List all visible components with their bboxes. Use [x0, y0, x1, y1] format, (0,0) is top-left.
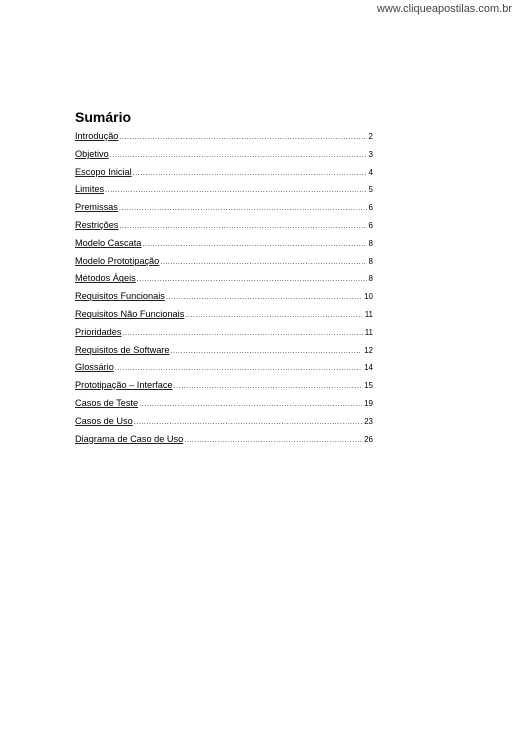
- toc-entry-label[interactable]: Limites: [75, 184, 105, 195]
- toc-entry-requisitos-de-software[interactable]: [75, 342, 373, 360]
- dot-leader: [110, 147, 367, 165]
- toc-entry-label[interactable]: Premissas: [75, 202, 118, 213]
- dot-leader: [122, 325, 362, 343]
- toc-entry-label[interactable]: Requisitos Funcionais: [75, 291, 165, 302]
- toc-entry-page: 8: [368, 274, 373, 284]
- toc-entry-label[interactable]: Modelo Cascata: [75, 237, 142, 248]
- dot-leader: [170, 343, 362, 361]
- toc-entry-label[interactable]: Modelo Prototipação: [75, 255, 160, 266]
- toc-entry-page: 14: [364, 363, 373, 373]
- toc-entry-page: 6: [368, 203, 373, 213]
- toc-entry-label[interactable]: Escopo Inicial: [75, 166, 132, 177]
- toc-entry-page: 26: [364, 434, 373, 444]
- toc-entry-requisitos-funcionais[interactable]: [75, 288, 373, 306]
- toc-entry-page: 12: [364, 345, 373, 355]
- toc-entry-page: 3: [368, 149, 373, 159]
- dot-leader: [139, 396, 362, 414]
- toc-entry-modelo-prototipacao[interactable]: [75, 253, 373, 271]
- toc-entry-requisitos-nao-funcionais[interactable]: [75, 306, 373, 324]
- toc-entry-label[interactable]: Glossário: [75, 362, 114, 373]
- toc-entry-casos-de-uso[interactable]: [75, 413, 373, 431]
- toc-entry-page: 6: [368, 220, 373, 230]
- dot-leader: [184, 432, 362, 450]
- toc-entry-escopo-inicial[interactable]: [75, 164, 373, 182]
- toc-entry-page: 5: [368, 185, 373, 195]
- dot-leader: [134, 414, 362, 432]
- toc-entry-label[interactable]: Prioridades: [75, 326, 122, 337]
- toc-entry-limites[interactable]: [75, 181, 373, 199]
- toc-entry-label[interactable]: Restrições: [75, 219, 119, 230]
- toc-entry-metodos-ageis[interactable]: [75, 270, 373, 288]
- toc-list: [75, 128, 373, 448]
- dot-leader: [119, 218, 366, 236]
- toc-entry-modelo-cascata[interactable]: [75, 235, 373, 253]
- toc-entry-label[interactable]: Prototipação – Interface: [75, 380, 173, 391]
- toc-entry-label[interactable]: Casos de Teste: [75, 397, 139, 408]
- dot-leader: [166, 289, 362, 307]
- toc-entry-label[interactable]: Objetivo: [75, 148, 109, 159]
- dot-leader: [174, 378, 363, 396]
- toc-entry-prioridades[interactable]: [75, 324, 373, 342]
- toc-entry-label[interactable]: Introdução: [75, 131, 119, 141]
- table-of-contents: [75, 108, 373, 448]
- toc-entry-premissas[interactable]: [75, 199, 373, 217]
- dot-leader: [185, 307, 362, 325]
- toc-entry-prototipacao-interface[interactable]: [75, 377, 373, 395]
- toc-entry-glossario[interactable]: [75, 359, 373, 377]
- toc-entry-page: 4: [368, 167, 373, 177]
- dot-leader: [142, 236, 366, 254]
- dot-leader: [119, 129, 366, 147]
- toc-entry-restricoes[interactable]: [75, 217, 373, 235]
- toc-entry-casos-de-teste[interactable]: [75, 395, 373, 413]
- dot-leader: [133, 165, 367, 183]
- dot-leader: [119, 200, 367, 218]
- toc-entry-label[interactable]: Métodos Ágeis: [75, 273, 136, 284]
- toc-entry-label[interactable]: Diagrama de Caso de Uso: [75, 433, 184, 444]
- site-watermark[interactable]: www.cliqueapostilas.com.br: [376, 3, 512, 15]
- toc-title: Sumário: [75, 109, 132, 125]
- dot-leader: [160, 254, 366, 272]
- toc-entry-label[interactable]: Casos de Uso: [75, 415, 133, 426]
- toc-entry-objetivo[interactable]: [75, 146, 373, 164]
- dot-leader: [115, 360, 362, 378]
- toc-entry-page: 2: [368, 132, 373, 141]
- dot-leader: [105, 182, 366, 200]
- toc-entry-page: 11: [364, 327, 373, 337]
- toc-entry-label[interactable]: Requisitos Não Funcionais: [75, 308, 185, 319]
- toc-entry-page: 11: [364, 309, 373, 319]
- toc-entry-page: 23: [364, 416, 373, 426]
- toc-entry-diagrama-de-caso-de-uso[interactable]: [75, 431, 373, 449]
- toc-entry-introducao[interactable]: [75, 128, 373, 146]
- toc-entry-page: 19: [364, 398, 373, 408]
- toc-entry-page: 8: [368, 256, 373, 266]
- toc-entry-label[interactable]: Requisitos de Software: [75, 344, 170, 355]
- toc-entry-page: 10: [364, 292, 373, 302]
- dot-leader: [137, 271, 367, 289]
- toc-entry-page: 15: [364, 381, 373, 391]
- toc-entry-page: 8: [368, 238, 373, 248]
